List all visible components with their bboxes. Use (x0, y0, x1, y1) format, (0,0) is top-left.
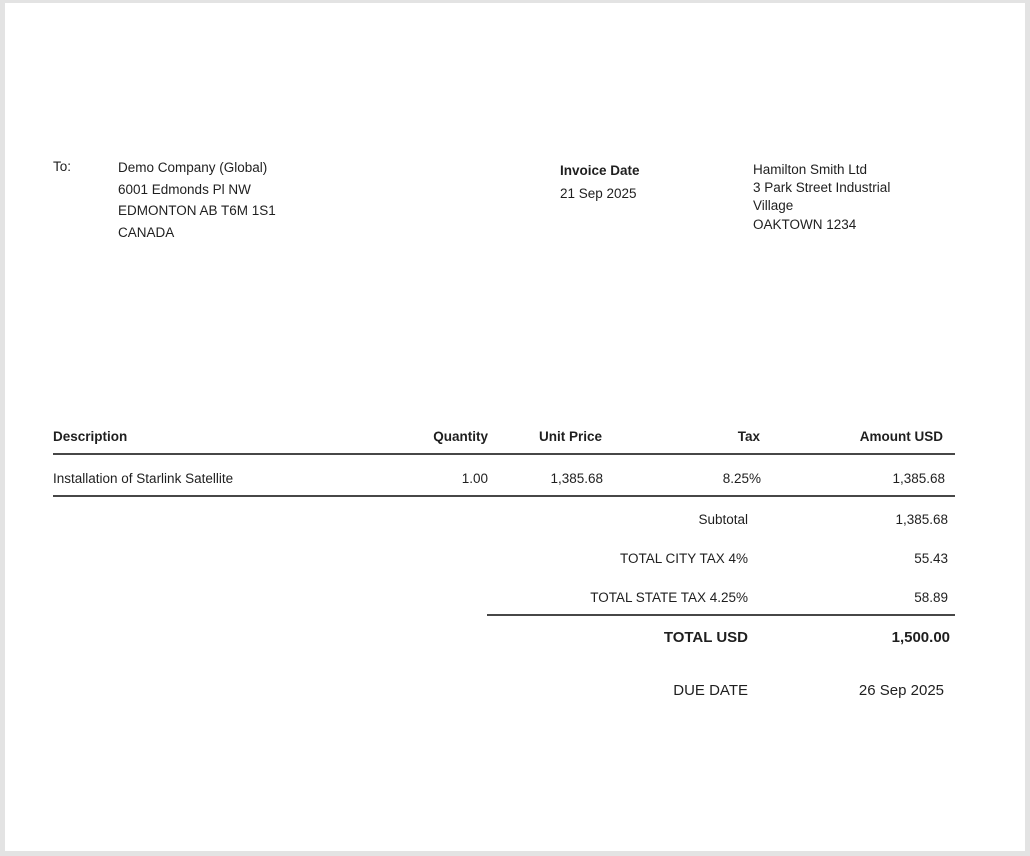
row-description: Installation of Starlink Satellite (53, 471, 234, 486)
totals-rule (487, 614, 955, 616)
col-header-description: Description (53, 429, 128, 444)
col-header-tax: Tax (737, 429, 760, 444)
city-tax-label: TOTAL CITY TAX 4% (619, 551, 748, 566)
city-tax-value: 55.43 (914, 551, 948, 566)
col-header-unit-price: Unit Price (538, 429, 602, 444)
col-header-amount: Amount USD (859, 429, 943, 444)
table-header-rule (53, 453, 955, 455)
invoice-page (5, 3, 1025, 851)
invoice-date-value: 21 Sep 2025 (560, 186, 637, 201)
recipient-line: Demo Company (Global) (118, 160, 268, 175)
due-date-label: DUE DATE (673, 682, 748, 699)
row-quantity: 1.00 (461, 471, 488, 486)
row-unit-price: 1,385.68 (550, 471, 603, 486)
recipient-line: 6001 Edmonds Pl NW (118, 181, 251, 197)
to-label: To: (53, 159, 72, 174)
recipient-line: EDMONTON AB T6M 1S1 (118, 203, 276, 219)
sender-address (753, 161, 890, 234)
invoice-date-label: Invoice Date (560, 163, 640, 178)
col-header-quantity: Quantity (433, 429, 488, 444)
state-tax-label: TOTAL STATE TAX 4.25% (590, 590, 748, 605)
sender-line: Village (753, 198, 794, 214)
recipient-line: CANADA (118, 225, 175, 241)
subtotal-label: Subtotal (698, 512, 748, 527)
total-usd-label: TOTAL USD (663, 629, 748, 646)
sender-line: Hamilton Smith Ltd (753, 162, 868, 177)
table-row-rule (53, 495, 955, 497)
row-tax: 8.25% (722, 471, 761, 486)
sender-line: OAKTOWN 1234 (753, 216, 857, 232)
subtotal-value: 1,385.68 (895, 512, 948, 527)
recipient-address (118, 157, 276, 244)
sender-line: 3 Park Street Industrial (753, 180, 891, 196)
total-usd-value: 1,500.00 (891, 629, 950, 646)
due-date-value: 26 Sep 2025 (858, 682, 944, 699)
state-tax-value: 58.89 (914, 590, 948, 605)
row-amount: 1,385.68 (892, 471, 945, 486)
